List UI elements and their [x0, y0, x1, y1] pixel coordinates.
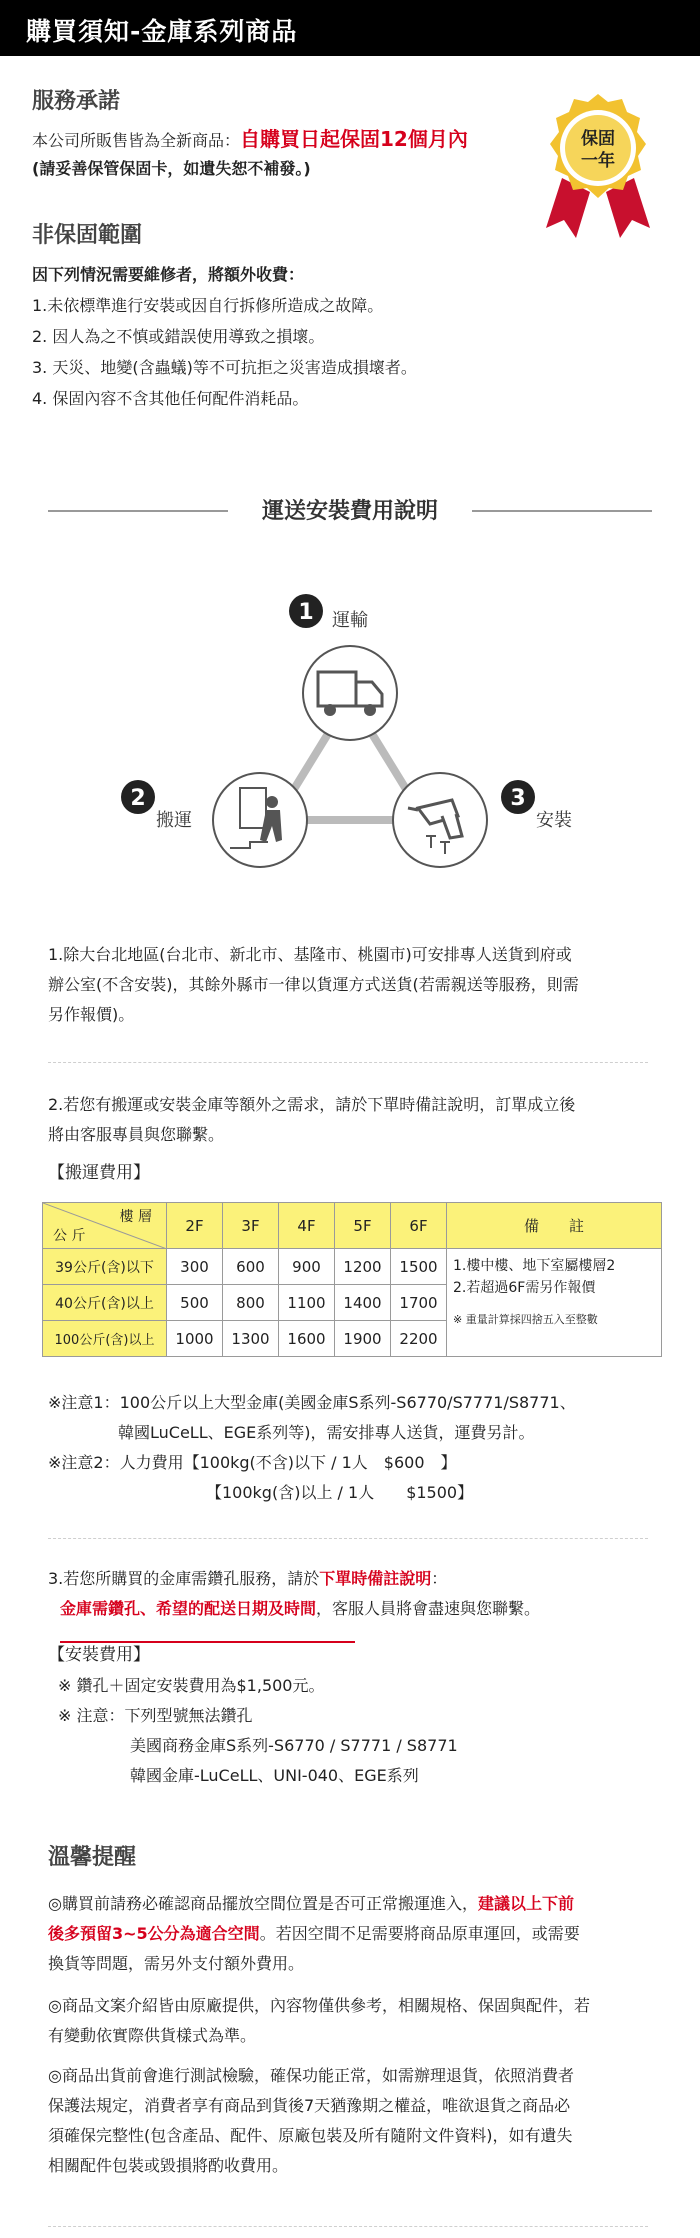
floor-header: 2F — [167, 1203, 223, 1249]
reminder-p3-line: ◎商品出貨前會進行測試檢驗，確保功能正常，如需辦理退貨，依照消費者 — [48, 2066, 574, 2085]
fee-cell: 600 — [223, 1249, 279, 1285]
floor-header: 3F — [223, 1203, 279, 1249]
transport-icon — [303, 646, 397, 740]
moving-fee-table — [42, 1202, 662, 1357]
nonwarranty-lead: 因下列情況需要維修者，將額外收費： — [32, 265, 305, 284]
corner-floor-label: 樓 層 — [119, 1209, 152, 1225]
floor-header: 6F — [391, 1203, 447, 1249]
remark-cell — [447, 1249, 662, 1357]
shipping-title: 運送安裝費用說明 — [261, 499, 438, 524]
reminder-p3-line: 須確保完整性(包含產品、配件、原廠包裝及所有隨附文件資料)，如有遺失 — [48, 2126, 573, 2145]
moving-fee-title: 【搬運費用】 — [48, 1163, 150, 1183]
fee-cell: 1400 — [335, 1285, 391, 1321]
section3-line1: 3.若您所購買的金庫需鑽孔服務，請於下單時備註說明： — [48, 1569, 448, 1588]
header-bar — [0, 0, 700, 56]
remark-small: ※ 重量計算採四捨五入至整數 — [453, 1313, 598, 1326]
weight-label: 39公斤(含)以下 — [43, 1249, 167, 1285]
nonwarranty-item: 3. 天災、地變(含蟲蟻)等不可抗拒之災害造成損壞者。 — [32, 358, 417, 377]
nonwarranty-item: 2. 因人為之不慎或錯誤使用導致之損壞。 — [32, 327, 325, 346]
table-header-row — [43, 1203, 662, 1249]
section1-line: 1.除大台北地區(台北市、新北市、基隆市、桃園市)可安排專人送貨到府或 — [48, 945, 572, 964]
step-2-number: 2 — [130, 786, 146, 811]
section3-line2: 金庫需鑽孔、希望的配送日期及時間，客服人員將會盡速與您聯繫。 — [60, 1599, 541, 1618]
warranty-highlight: 自購買日起保固12個月內 — [240, 127, 468, 151]
carrying-icon — [213, 773, 307, 867]
remark-header: 備 註 — [447, 1203, 662, 1249]
shipping-title-block — [0, 490, 700, 530]
reminder-p1-line3: 換貨等問題，需另外支付額外費用。 — [48, 1954, 305, 1973]
floor-header: 5F — [335, 1203, 391, 1249]
divider — [48, 1538, 648, 1539]
section2-line: 2.若您有搬運或安裝金庫等額外之需求，請於下單時備註說明，訂單成立後 — [48, 1095, 576, 1114]
reminder-p3-line: 保護法規定，消費者享有商品到貨後7天猶豫期之權益，唯欲退貨之商品必 — [48, 2096, 571, 2115]
fee-cell: 900 — [279, 1249, 335, 1285]
remark-line: 2.若超過6F需另作報價 — [453, 1280, 596, 1296]
fee-cell: 800 — [223, 1285, 279, 1321]
fee-cell: 1600 — [279, 1321, 335, 1357]
badge-line1: 保固 — [581, 129, 615, 149]
table-row — [43, 1249, 662, 1285]
reminder-p2-line: 有變動依實際供貨樣式為準。 — [48, 2026, 257, 2045]
install-fee-title: 【安裝費用】 — [48, 1645, 150, 1665]
corner-weight-label: 公 斤 — [53, 1228, 86, 1244]
fee-cell: 2200 — [391, 1321, 447, 1357]
step-3-label: 安裝 — [536, 810, 572, 831]
fee-cell: 500 — [167, 1285, 223, 1321]
nonwarranty-item: 4. 保固內容不含其他任何配件消耗品。 — [32, 389, 309, 408]
weight-label: 40公斤(含)以上 — [43, 1285, 167, 1321]
title-rule-right — [472, 510, 652, 512]
fee-cell: 1300 — [223, 1321, 279, 1357]
fee-cell: 1100 — [279, 1285, 335, 1321]
service-heading: 服務承諾 — [32, 89, 121, 114]
fee-cell: 1200 — [335, 1249, 391, 1285]
shipping-process-diagram — [100, 580, 600, 880]
reminder-p2-line: ◎商品文案介紹皆由原廠提供，內容物僅供參考，相關規格、保固與配件，若 — [48, 1996, 590, 2015]
step-3-number: 3 — [510, 786, 526, 811]
section1-line: 辦公室(不含安裝)，其餘外縣市一律以貨運方式送貨(若需親送等服務，則需 — [48, 975, 579, 994]
install-line: ※ 注意：下列型號無法鑽孔 — [58, 1706, 253, 1725]
badge-line2: 一年 — [581, 151, 615, 171]
drill-installation-icon — [393, 773, 487, 867]
fee-cell: 1700 — [391, 1285, 447, 1321]
service-line1: 本公司所販售皆為全新商品：自購買日起保固12個月內 — [32, 127, 468, 151]
nonwarranty-heading: 非保固範圍 — [32, 223, 143, 248]
warranty-badge-icon — [542, 92, 654, 242]
step-1-label: 運輸 — [332, 610, 368, 631]
step-2-label: 搬運 — [156, 810, 192, 831]
fee-cell: 1000 — [167, 1321, 223, 1357]
fee-cell: 1500 — [391, 1249, 447, 1285]
step-1-number: 1 — [298, 600, 314, 625]
reminder-p1-line1: ◎購買前請務必確認商品擺放空間位置是否可正常搬運進入，建議以上下前 — [48, 1894, 574, 1913]
nonwarranty-item: 1.未依標準進行安裝或因自行拆修所造成之故障。 — [32, 296, 384, 315]
install-line: 美國商務金庫S系列-S6770 / S7771 / S8771 — [130, 1736, 458, 1755]
note-line: 韓國LuCeLL、EGE系列等)，需安排專人送貨，運費另計。 — [118, 1423, 535, 1442]
reminder-p1-line2: 後多預留3~5公分為適合空間。若因空間不足需要將商品原車運回，或需要 — [48, 1924, 580, 1943]
divider — [48, 2226, 648, 2227]
install-line: 韓國金庫-LuCeLL、UNI-040、EGE系列 — [130, 1766, 419, 1785]
remark-line: 1.樓中樓、地下室屬樓層2 — [453, 1258, 616, 1274]
section2-line: 將由客服專員與您聯繫。 — [48, 1125, 225, 1144]
note-line: ※注意1：100公斤以上大型金庫(美國金庫S系列-S6770/S7771/S8771、 — [48, 1393, 576, 1412]
reminder-p3-line: 相關配件包裝或毀損將酌收費用。 — [48, 2156, 289, 2175]
install-line: ※ 鑽孔＋固定安裝費用為$1,500元。 — [58, 1676, 325, 1695]
page-title: 購買須知-金庫系列商品 — [26, 17, 298, 46]
divider — [48, 1062, 648, 1063]
weight-label: 100公斤(含)以上 — [43, 1321, 167, 1357]
note-line: ※注意2：人力費用【100kg(不含)以下 / 1人 $600 】 — [48, 1453, 457, 1472]
reminder-heading: 溫馨提醒 — [48, 1845, 137, 1870]
section1-line: 另作報價)。 — [48, 1005, 135, 1024]
service-line2: (請妥善保管保固卡，如遺失恕不補發。) — [32, 159, 311, 178]
floor-header: 4F — [279, 1203, 335, 1249]
fee-cell: 300 — [167, 1249, 223, 1285]
fee-cell: 1900 — [335, 1321, 391, 1357]
note-line: 【100kg(含)以上 / 1人 $1500】 — [206, 1483, 474, 1502]
table-corner-cell — [43, 1203, 167, 1249]
